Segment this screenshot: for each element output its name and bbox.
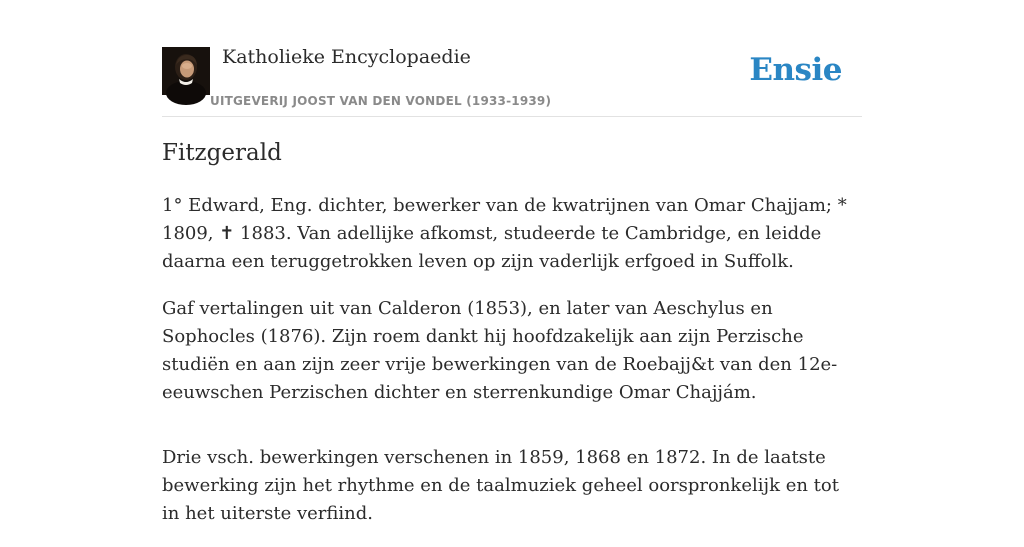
article-title: Fitzgerald [162,140,282,166]
portrait-image [162,47,210,95]
article-paragraph: Drie vsch. bewerkingen verschenen in 1859, 1868 en 1872. In de laatste bewerking zijn het rhythme en de taalmuziek geheel oorspronkelijk en tot in het uiterste verfiind. [162,447,839,524]
article-paragraph: 1° Edward, Eng. dichter, bewerker van de kwatrijnen van Omar Chajjam; * 1809, ✝ 1883. Van adellijke afkomst, studeerde te Cambridge, en leidde daarna een teruggetrokken leven op zijn vaderlijk erfgoed in Suffolk. [162,195,847,272]
publisher-label: UITGEVERIJ JOOST VAN DEN VONDEL (1933-1939) [210,94,552,108]
encyclopedia-portrait-avatar[interactable] [162,47,210,95]
site-header [162,44,862,117]
article-paragraph: Gaf vertalingen uit van Calderon (1853), en later van Aeschylus en Sophocles (1876). Zijn roem dankt hij hoofdzakelijk aan zijn Perzische studiën en aan zijn zeer vrije bewerkingen van de Roebajj&t van den 12e-eeuwschen Perzischen dichter en sterrenkundige Omar Chajjám. [162,298,838,403]
site-name[interactable]: Katholieke Encyclopaedie [222,46,471,68]
article-body [162,192,862,547]
brand-logo[interactable]: Ensie [749,52,842,88]
